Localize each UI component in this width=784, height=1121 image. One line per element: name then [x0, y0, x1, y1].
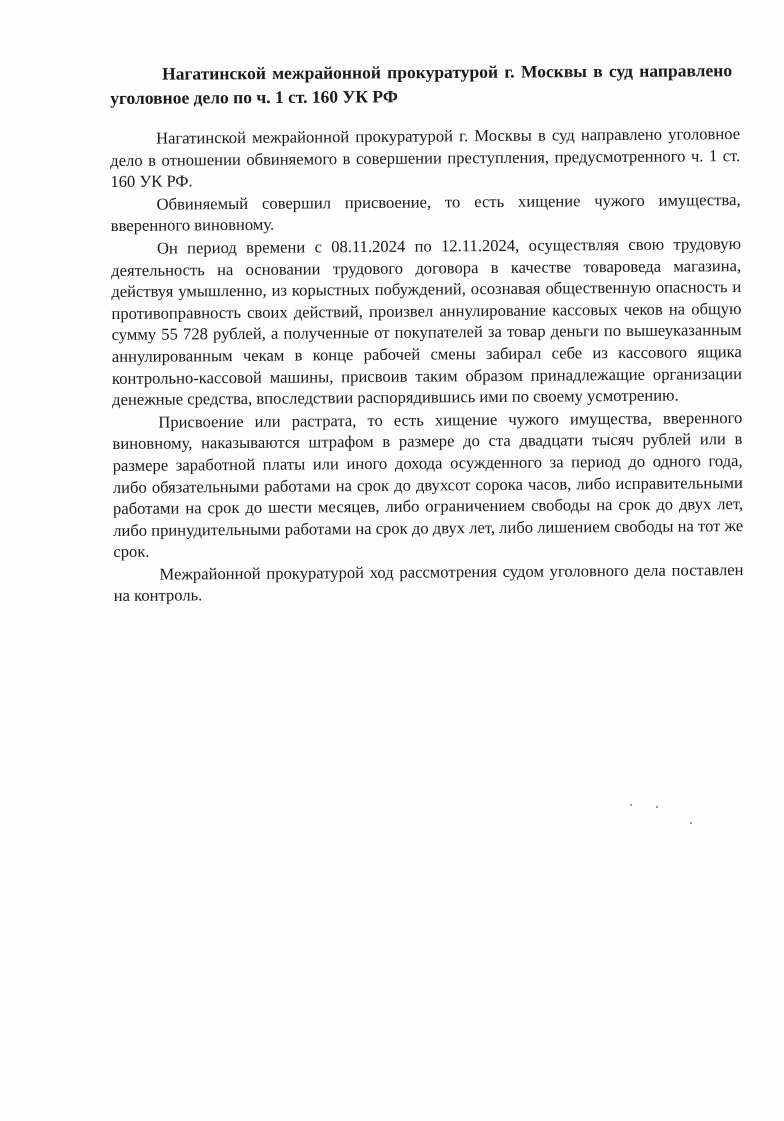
document-body: [110, 123, 744, 608]
paragraph-penalty: Присвоение или растрата, то есть хищение чужого имущества, вверенного виновному, наказываются штрафом в размере до ста двадцати тысяч рублей или в размере заработной платы или иного дохода осужденного за период до одного года, либо обязательными работами на срок до двухсот сорока часов, либо исправительными работами на срок до шести месяцев, либо ограничением свободы на срок до двух лет, либо принудительными работами на срок до двух лет, либо лишением свободы на тот же срок.: [112, 407, 744, 562]
document-title: Нагатинской межрайонной прокуратурой г. Москвы в суд направлено уголовное дело по ч. 1 ст. 160 УК РФ: [110, 60, 733, 108]
scan-dot: [630, 804, 632, 806]
paragraph-control: Межрайонной прокуратурой ход рассмотрения судом уголовного дела поставлен на контроль.: [113, 559, 744, 606]
scan-dot: [656, 806, 658, 808]
scan-artifacts: [620, 800, 700, 830]
paragraph-circumstances: Он период времени с 08.11.2024 по 12.11.2024, осуществляя свою трудовую деятельность на основании трудового договора в качестве товароведа магазина, действуя умышленно, из корыстных побуждений, осознавая общественную опасность и противоправность своих действий, произвел аннулирование кассовых чеков на общую сумму 55 728 рублей, а полученные от покупателей за товар деньги по вышеуказанным аннулированным чекам в конце рабочей смены забирал себе из кассового ящика контрольно-кассовой машины, присвоив таким образом принадлежащие организации денежные средства, впоследствии распорядившись ими по своему усмотрению.: [111, 234, 743, 410]
paragraph-intro: Нагатинской межрайонной прокуратурой г. Москвы в суд направлено уголовное дело в отношении обвиняемого в совершении преступления, предусмотренного ч. 1 ст. 160 УК РФ.: [110, 124, 741, 192]
paragraph-charge: Обвиняемый совершил присвоение, то есть хищение чужого имущества, вверенного виновному.: [110, 189, 741, 236]
scan-dot: [690, 822, 692, 824]
